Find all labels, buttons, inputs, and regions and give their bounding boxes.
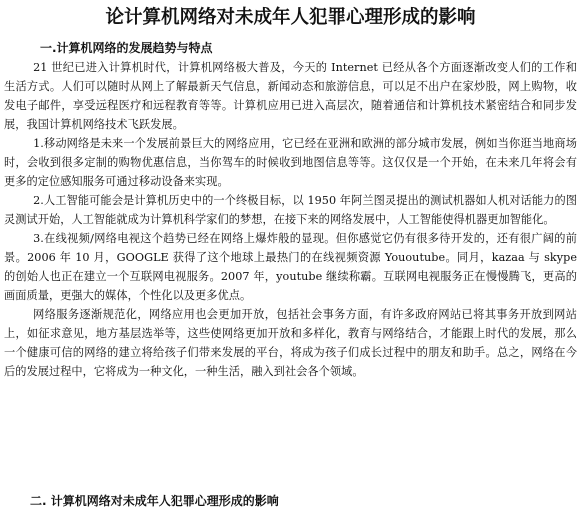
paragraph-online-video: 3.在线视频/网络电视这个趋势已经在网络上爆炸般的显现。但你感觉它仍有很多待开发的，还有很广阔的前景。2006 年 10 月，GOOGLE 获得了这个地球上最热门的在线视频资源 Yououtube。同月，kazaa 与 skype 的创始人也正在建立一个互联网电视服务。2007 年，youtube 继续称霸。互联网电视服务正在慢慢腾飞，更高的画面质量，更强大的媒体，个性化以及更多优点。 [4,232,577,302]
paragraph-network-services: 网络服务逐渐规范化，网络应用也会更加开放，包括社会事务方面，有许多政府网站已将其事务开放到网站上，如征求意见，地方基层选举等，这些使网络更加开放和多样化，教育与网络结合，才能跟上时代的发展，那么一个健康可信的网络的建立将给孩子们带来发展的平台，将成为孩子们成长过程中的朋友和助手。总之，网络在今后的发展过程中，它将成为一种文化，一种生活，融入到社会各个领域。 [4,308,577,378]
paragraph-artificial-intelligence: 2.人工智能可能会是计算机历史中的一个终极目标，以 1950 年阿兰图灵提出的测试机器如人机对话能力的图灵测试开始，人工智能就成为计算机科学家们的梦想，在接下来的网络发展中，人工智能使得机器更加智能化。 [4,194,577,226]
paragraph-mobile-network: 1.移动网络是未来一个发展前景巨大的网络应用，它已经在亚洲和欧洲的部分城市发展，例如当你逛当地商场时，会收到很多定制的购物优惠信息，当你驾车的时候收到地图信息等等。这仅仅是一个开始，在未来几年将会有更多的定位感知服务可通过移动设备来实现。 [4,137,577,188]
document-body [4,58,577,381]
document-title: 论计算机网络对未成年人犯罪心理形成的影响 [105,7,476,28]
paragraph-intro: 21 世纪已进入计算机时代，计算机网络极大普及，今天的 Internet 已经从各个方面逐渐改变人们的工作和生活方式。人们可以随时从网上了解最新天气信息，新闻动态和旅游信息，可以足不出户在家炒股，网上购物，收发电子邮件，享受远程医疗和远程教育等等。计算机应用已进入高层次，随着通信和计算机技术紧密结合和同步发展，我国计算机网络技术飞跃发展。 [4,61,577,131]
section-heading-2: 二. 计算机网络对未成年人犯罪心理形成的影响 [30,494,279,508]
section-heading-1: 一.计算机网络的发展趋势与特点 [40,41,213,55]
